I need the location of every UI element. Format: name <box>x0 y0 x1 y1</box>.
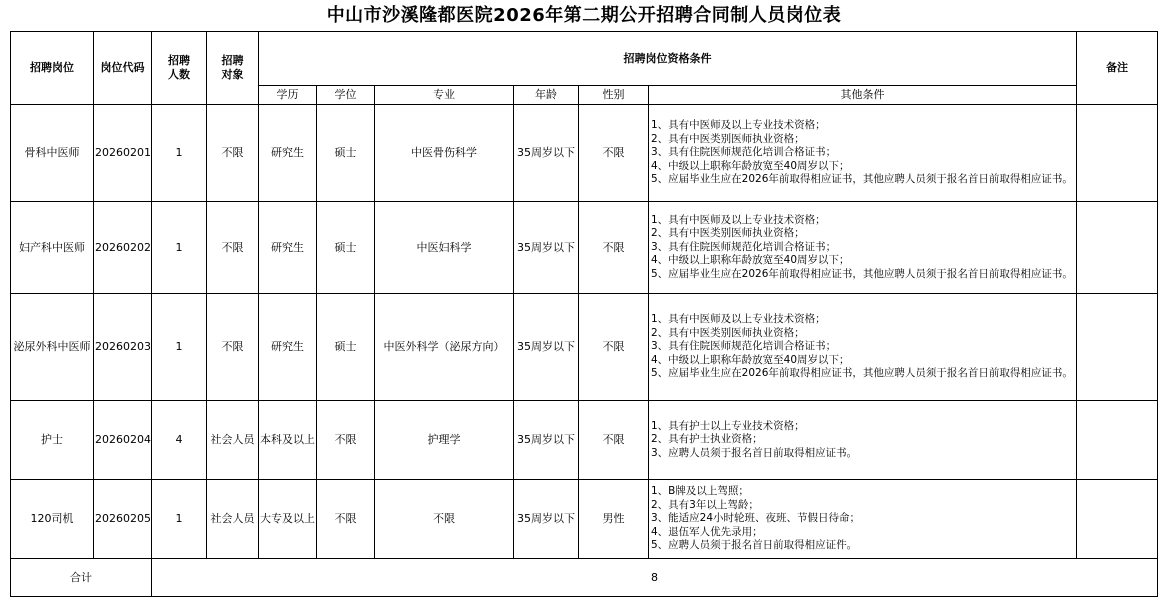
condition-line: 5、应聘人员须于报名首日前取得相应证件。 <box>651 539 858 552</box>
condition-line: 1、具有中医师及以上专业技术资格； <box>651 213 826 226</box>
cell-gender: 不限 <box>579 401 649 480</box>
condition-line: 1、具有中医师及以上专业技术资格； <box>651 119 826 132</box>
header-education: 学历 <box>259 86 317 105</box>
cell-target: 社会人员 <box>207 480 259 559</box>
cell-code: 20260205 <box>94 480 152 559</box>
cell-gender: 不限 <box>579 294 649 401</box>
table-row <box>11 105 1158 202</box>
cell-gender: 不限 <box>579 105 649 202</box>
cell-target: 社会人员 <box>207 401 259 480</box>
cell-count: 1 <box>152 294 207 401</box>
condition-line: 5、应届毕业生应在2026年前取得相应证书，其他应聘人员须于报名首日前取得相应证书。 <box>651 173 1073 186</box>
cell-education: 研究生 <box>259 294 317 401</box>
cell-age: 35周岁以下 <box>514 294 579 401</box>
condition-line: 3、具有住院医师规范化培训合格证书； <box>651 146 837 159</box>
cell-remarks <box>1077 294 1158 401</box>
condition-line: 2、具有中医类别医师执业资格； <box>651 326 805 339</box>
header-major: 专业 <box>375 86 514 105</box>
condition-line: 5、应届毕业生应在2026年前取得相应证书，其他应聘人员须于报名首日前取得相应证书。 <box>651 367 1073 380</box>
cell-major: 中医外科学（泌尿方向） <box>375 294 514 401</box>
cell-position: 骨科中医师 <box>11 105 94 202</box>
header-qualifications: 招聘岗位资格条件 <box>259 32 1077 86</box>
condition-line: 5、应届毕业生应在2026年前取得相应证书，其他应聘人员须于报名首日前取得相应证书。 <box>651 267 1073 280</box>
cell-gender: 男性 <box>579 480 649 559</box>
cell-position: 妇产科中医师 <box>11 202 94 294</box>
cell-count: 4 <box>152 401 207 480</box>
total-value: 8 <box>152 559 1158 597</box>
header-target-text: 招聘对象 <box>221 54 244 81</box>
condition-line: 1、具有中医师及以上专业技术资格； <box>651 313 826 326</box>
cell-position: 120司机 <box>11 480 94 559</box>
total-label: 合计 <box>11 559 152 597</box>
header-target <box>207 32 259 105</box>
document-title: 中山市沙溪隆都医院2026年第二期公开招聘合同制人员岗位表 <box>326 5 842 26</box>
cell-code: 20260202 <box>94 202 152 294</box>
header-row <box>11 32 1158 86</box>
header-position: 招聘岗位 <box>11 32 94 105</box>
cell-education: 研究生 <box>259 105 317 202</box>
positions-table <box>10 31 1158 597</box>
cell-target: 不限 <box>207 105 259 202</box>
condition-line: 3、能适应24小时轮班、夜班、节假日待命； <box>651 512 861 525</box>
cell-position: 泌尿外科中医师 <box>11 294 94 401</box>
cell-conditions <box>649 202 1077 294</box>
cell-code: 20260203 <box>94 294 152 401</box>
cell-degree: 不限 <box>317 401 375 480</box>
table-row <box>11 202 1158 294</box>
cell-target: 不限 <box>207 294 259 401</box>
cell-age: 35周岁以下 <box>514 480 579 559</box>
cell-degree: 硕士 <box>317 294 375 401</box>
header-count-text: 招聘人数 <box>168 54 190 81</box>
cell-age: 35周岁以下 <box>514 401 579 480</box>
cell-count: 1 <box>152 480 207 559</box>
cell-conditions <box>649 480 1077 559</box>
cell-major: 中医骨伤科学 <box>375 105 514 202</box>
cell-education: 研究生 <box>259 202 317 294</box>
header-code: 岗位代码 <box>94 32 152 105</box>
cell-degree: 硕士 <box>317 202 375 294</box>
condition-line: 2、具有3年以上驾龄； <box>651 498 759 511</box>
header-gender: 性别 <box>579 86 649 105</box>
header-remarks: 备注 <box>1077 32 1158 105</box>
condition-line: 2、具有中医类别医师执业资格； <box>651 227 805 240</box>
cell-remarks <box>1077 401 1158 480</box>
cell-age: 35周岁以下 <box>514 105 579 202</box>
cell-position: 护士 <box>11 401 94 480</box>
cell-major: 中医妇科学 <box>375 202 514 294</box>
cell-education: 大专及以上 <box>259 480 317 559</box>
cell-major: 护理学 <box>375 401 514 480</box>
table-row <box>11 401 1158 480</box>
condition-line: 4、中级以上职称年龄放宽至40周岁以下； <box>651 254 850 267</box>
cell-count: 1 <box>152 105 207 202</box>
condition-line: 4、中级以上职称年龄放宽至40周岁以下； <box>651 159 850 172</box>
condition-line: 1、B牌及以上驾照； <box>651 485 749 498</box>
cell-education: 本科及以上 <box>259 401 317 480</box>
total-row <box>11 559 1158 597</box>
condition-line: 2、具有中医类别医师执业资格； <box>651 132 805 145</box>
header-age: 年龄 <box>514 86 579 105</box>
condition-line: 3、具有住院医师规范化培训合格证书； <box>651 340 837 353</box>
condition-line: 4、退伍军人优先录用； <box>651 525 763 538</box>
cell-remarks <box>1077 105 1158 202</box>
cell-degree: 不限 <box>317 480 375 559</box>
table-row <box>11 480 1158 559</box>
condition-line: 1、具有护士以上专业技术资格； <box>651 419 805 432</box>
cell-remarks <box>1077 480 1158 559</box>
cell-remarks <box>1077 202 1158 294</box>
cell-conditions <box>649 401 1077 480</box>
cell-conditions <box>649 294 1077 401</box>
cell-target: 不限 <box>207 202 259 294</box>
header-other: 其他条件 <box>649 86 1077 105</box>
condition-line: 3、应聘人员须于报名首日前取得相应证书。 <box>651 446 858 459</box>
cell-code: 20260201 <box>94 105 152 202</box>
cell-count: 1 <box>152 202 207 294</box>
cell-conditions <box>649 105 1077 202</box>
condition-line: 2、具有护士执业资格； <box>651 433 763 446</box>
table-row <box>11 294 1158 401</box>
condition-line: 3、具有住院医师规范化培训合格证书； <box>651 240 837 253</box>
cell-degree: 硕士 <box>317 105 375 202</box>
cell-major: 不限 <box>375 480 514 559</box>
cell-age: 35周岁以下 <box>514 202 579 294</box>
cell-code: 20260204 <box>94 401 152 480</box>
condition-line: 4、中级以上职称年龄放宽至40周岁以下； <box>651 353 850 366</box>
cell-gender: 不限 <box>579 202 649 294</box>
header-degree: 学位 <box>317 86 375 105</box>
header-count <box>152 32 207 105</box>
